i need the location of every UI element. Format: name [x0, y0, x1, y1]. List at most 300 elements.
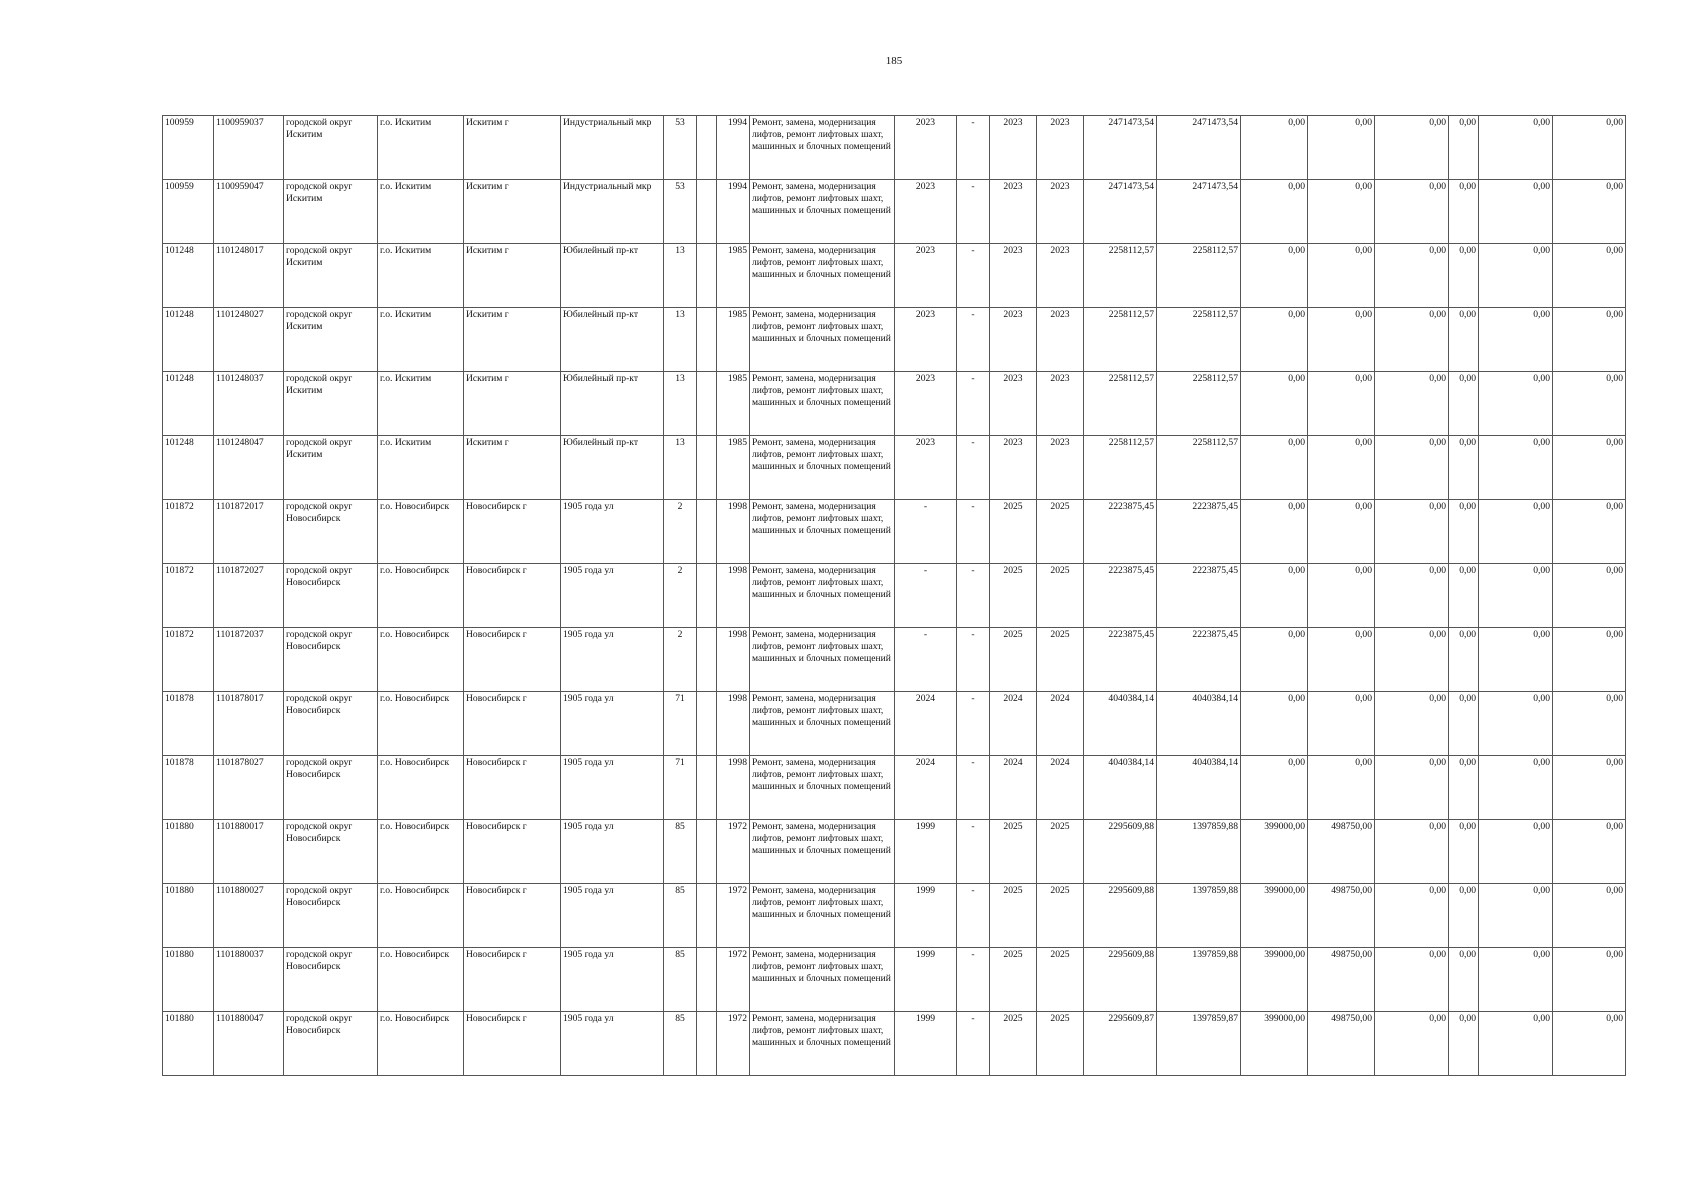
locality-cell: Новосибирск г [464, 692, 561, 756]
last-repair-year-cell: 2023 [895, 244, 957, 308]
budget-cost-2-cell: 498750,00 [1308, 820, 1375, 884]
municipality-cell: городской округ Новосибирск [284, 948, 378, 1012]
budget-cost-4-cell: 0,00 [1449, 500, 1479, 564]
object-code-cell: 1101248047 [214, 436, 284, 500]
municipality-cell: городской округ Искитим [284, 244, 378, 308]
work-type-cell: Ремонт, замена, модернизация лифтов, ремонт лифтовых шахт, машинных и блочных помещений [750, 116, 895, 180]
budget-cost-4-cell: 0,00 [1449, 372, 1479, 436]
plan-start-year-cell: 2025 [990, 820, 1037, 884]
budget-cost-1-cell: 399000,00 [1241, 1012, 1308, 1076]
municipality-cell: городской округ Новосибирск [284, 692, 378, 756]
plan-end-year-cell: 2025 [1037, 628, 1084, 692]
budget-cost-2-cell: 498750,00 [1308, 948, 1375, 1012]
street-cell: 1905 года ул [561, 564, 664, 628]
build-year-cell: 1985 [717, 372, 750, 436]
house-id-cell: 101880 [163, 884, 214, 948]
budget-cost-3-cell: 0,00 [1375, 116, 1449, 180]
table-row [163, 948, 1626, 1012]
object-code-cell: 1101872017 [214, 500, 284, 564]
budget-cost-2-cell: 0,00 [1308, 308, 1375, 372]
street-cell: 1905 года ул [561, 756, 664, 820]
plan-start-year-cell: 2025 [990, 628, 1037, 692]
fund-cost-cell: 2471473,54 [1157, 180, 1241, 244]
table-row [163, 692, 1626, 756]
work-type-cell: Ремонт, замена, модернизация лифтов, ремонт лифтовых шахт, машинных и блочных помещений [750, 500, 895, 564]
budget-cost-2-cell: 0,00 [1308, 500, 1375, 564]
street-cell: Юбилейный пр-кт [561, 436, 664, 500]
house-id-cell: 100959 [163, 116, 214, 180]
table-row [163, 308, 1626, 372]
budget-cost-1-cell: 399000,00 [1241, 820, 1308, 884]
building-cell [697, 500, 717, 564]
building-cell [697, 436, 717, 500]
budget-cost-1-cell: 0,00 [1241, 244, 1308, 308]
building-cell [697, 884, 717, 948]
plan-end-year-cell: 2023 [1037, 436, 1084, 500]
budget-cost-1-cell: 0,00 [1241, 564, 1308, 628]
dash-cell: - [957, 500, 990, 564]
total-cost-cell: 2471473,54 [1084, 116, 1157, 180]
capital-repair-table [162, 115, 1626, 1076]
municipality-cell: городской округ Новосибирск [284, 1012, 378, 1076]
build-year-cell: 1972 [717, 884, 750, 948]
plan-end-year-cell: 2023 [1037, 308, 1084, 372]
total-cost-cell: 2295609,88 [1084, 884, 1157, 948]
budget-cost-3-cell: 0,00 [1375, 244, 1449, 308]
budget-cost-3-cell: 0,00 [1375, 436, 1449, 500]
total-cost-cell: 2295609,88 [1084, 820, 1157, 884]
budget-cost-1-cell: 0,00 [1241, 372, 1308, 436]
dash-cell: - [957, 244, 990, 308]
table-row [163, 756, 1626, 820]
budget-cost-1-cell: 0,00 [1241, 500, 1308, 564]
budget-cost-3-cell: 0,00 [1375, 884, 1449, 948]
table-row [163, 116, 1626, 180]
budget-cost-1-cell: 0,00 [1241, 756, 1308, 820]
work-type-cell: Ремонт, замена, модернизация лифтов, ремонт лифтовых шахт, машинных и блочных помещений [750, 564, 895, 628]
table-row [163, 884, 1626, 948]
building-cell [697, 756, 717, 820]
municipality-cell: городской округ Искитим [284, 308, 378, 372]
budget-cost-4-cell: 0,00 [1449, 756, 1479, 820]
district-cell: г.о. Искитим [378, 372, 464, 436]
object-code-cell: 1101878027 [214, 756, 284, 820]
budget-cost-3-cell: 0,00 [1375, 756, 1449, 820]
district-cell: г.о. Искитим [378, 116, 464, 180]
budget-cost-2-cell: 0,00 [1308, 116, 1375, 180]
house-id-cell: 100959 [163, 180, 214, 244]
street-cell: 1905 года ул [561, 948, 664, 1012]
locality-cell: Новосибирск г [464, 756, 561, 820]
total-cost-cell: 2223875,45 [1084, 500, 1157, 564]
table-row [163, 564, 1626, 628]
house-number-cell: 2 [664, 500, 697, 564]
build-year-cell: 1972 [717, 820, 750, 884]
last-repair-year-cell: 2023 [895, 436, 957, 500]
work-type-cell: Ремонт, замена, модернизация лифтов, ремонт лифтовых шахт, машинных и блочных помещений [750, 308, 895, 372]
budget-cost-1-cell: 0,00 [1241, 628, 1308, 692]
budget-cost-4-cell: 0,00 [1449, 308, 1479, 372]
owner-cost-cell: 0,00 [1479, 244, 1553, 308]
street-cell: 1905 года ул [561, 1012, 664, 1076]
object-code-cell: 1101872027 [214, 564, 284, 628]
last-repair-year-cell: - [895, 500, 957, 564]
other-cost-cell: 0,00 [1553, 1012, 1626, 1076]
build-year-cell: 1998 [717, 756, 750, 820]
total-cost-cell: 2295609,87 [1084, 1012, 1157, 1076]
house-number-cell: 85 [664, 884, 697, 948]
building-cell [697, 564, 717, 628]
budget-cost-4-cell: 0,00 [1449, 628, 1479, 692]
locality-cell: Искитим г [464, 116, 561, 180]
house-number-cell: 53 [664, 180, 697, 244]
owner-cost-cell: 0,00 [1479, 1012, 1553, 1076]
plan-start-year-cell: 2025 [990, 948, 1037, 1012]
object-code-cell: 1100959037 [214, 116, 284, 180]
fund-cost-cell: 2223875,45 [1157, 500, 1241, 564]
budget-cost-3-cell: 0,00 [1375, 372, 1449, 436]
last-repair-year-cell: 1999 [895, 1012, 957, 1076]
build-year-cell: 1985 [717, 436, 750, 500]
object-code-cell: 1101248017 [214, 244, 284, 308]
other-cost-cell: 0,00 [1553, 884, 1626, 948]
fund-cost-cell: 2258112,57 [1157, 308, 1241, 372]
budget-cost-4-cell: 0,00 [1449, 948, 1479, 1012]
locality-cell: Новосибирск г [464, 628, 561, 692]
last-repair-year-cell: 2024 [895, 756, 957, 820]
district-cell: г.о. Новосибирск [378, 564, 464, 628]
build-year-cell: 1994 [717, 116, 750, 180]
dash-cell: - [957, 1012, 990, 1076]
plan-end-year-cell: 2023 [1037, 180, 1084, 244]
page-number: 185 [885, 55, 903, 67]
work-type-cell: Ремонт, замена, модернизация лифтов, ремонт лифтовых шахт, машинных и блочных помещений [750, 628, 895, 692]
other-cost-cell: 0,00 [1553, 564, 1626, 628]
budget-cost-2-cell: 0,00 [1308, 564, 1375, 628]
house-number-cell: 13 [664, 436, 697, 500]
house-number-cell: 13 [664, 372, 697, 436]
house-number-cell: 85 [664, 948, 697, 1012]
house-id-cell: 101880 [163, 820, 214, 884]
house-id-cell: 101880 [163, 1012, 214, 1076]
work-type-cell: Ремонт, замена, модернизация лифтов, ремонт лифтовых шахт, машинных и блочных помещений [750, 692, 895, 756]
work-type-cell: Ремонт, замена, модернизация лифтов, ремонт лифтовых шахт, машинных и блочных помещений [750, 180, 895, 244]
municipality-cell: городской округ Новосибирск [284, 884, 378, 948]
build-year-cell: 1985 [717, 308, 750, 372]
house-number-cell: 53 [664, 116, 697, 180]
table-row [163, 436, 1626, 500]
locality-cell: Искитим г [464, 308, 561, 372]
other-cost-cell: 0,00 [1553, 372, 1626, 436]
house-number-cell: 71 [664, 692, 697, 756]
dash-cell: - [957, 372, 990, 436]
total-cost-cell: 2258112,57 [1084, 244, 1157, 308]
district-cell: г.о. Искитим [378, 308, 464, 372]
budget-cost-2-cell: 0,00 [1308, 692, 1375, 756]
building-cell [697, 180, 717, 244]
district-cell: г.о. Новосибирск [378, 692, 464, 756]
plan-end-year-cell: 2025 [1037, 948, 1084, 1012]
table-row [163, 244, 1626, 308]
plan-start-year-cell: 2023 [990, 116, 1037, 180]
fund-cost-cell: 4040384,14 [1157, 756, 1241, 820]
object-code-cell: 1101248037 [214, 372, 284, 436]
budget-cost-2-cell: 0,00 [1308, 180, 1375, 244]
street-cell: Индустриальный мкр [561, 116, 664, 180]
building-cell [697, 308, 717, 372]
budget-cost-2-cell: 0,00 [1308, 372, 1375, 436]
municipality-cell: городской округ Искитим [284, 372, 378, 436]
last-repair-year-cell: 2024 [895, 692, 957, 756]
last-repair-year-cell: 2023 [895, 308, 957, 372]
plan-start-year-cell: 2025 [990, 500, 1037, 564]
district-cell: г.о. Искитим [378, 244, 464, 308]
budget-cost-2-cell: 0,00 [1308, 756, 1375, 820]
street-cell: 1905 года ул [561, 628, 664, 692]
budget-cost-4-cell: 0,00 [1449, 820, 1479, 884]
dash-cell: - [957, 820, 990, 884]
house-id-cell: 101248 [163, 244, 214, 308]
building-cell [697, 692, 717, 756]
other-cost-cell: 0,00 [1553, 116, 1626, 180]
owner-cost-cell: 0,00 [1479, 308, 1553, 372]
owner-cost-cell: 0,00 [1479, 180, 1553, 244]
municipality-cell: городской округ Искитим [284, 180, 378, 244]
work-type-cell: Ремонт, замена, модернизация лифтов, ремонт лифтовых шахт, машинных и блочных помещений [750, 820, 895, 884]
house-number-cell: 2 [664, 628, 697, 692]
plan-end-year-cell: 2025 [1037, 884, 1084, 948]
district-cell: г.о. Новосибирск [378, 500, 464, 564]
plan-start-year-cell: 2025 [990, 1012, 1037, 1076]
work-type-cell: Ремонт, замена, модернизация лифтов, ремонт лифтовых шахт, машинных и блочных помещений [750, 884, 895, 948]
plan-end-year-cell: 2024 [1037, 756, 1084, 820]
budget-cost-3-cell: 0,00 [1375, 628, 1449, 692]
object-code-cell: 1101880017 [214, 820, 284, 884]
work-type-cell: Ремонт, замена, модернизация лифтов, ремонт лифтовых шахт, машинных и блочных помещений [750, 244, 895, 308]
street-cell: 1905 года ул [561, 692, 664, 756]
work-type-cell: Ремонт, замена, модернизация лифтов, ремонт лифтовых шахт, машинных и блочных помещений [750, 1012, 895, 1076]
locality-cell: Искитим г [464, 244, 561, 308]
plan-end-year-cell: 2024 [1037, 692, 1084, 756]
plan-start-year-cell: 2023 [990, 244, 1037, 308]
house-id-cell: 101248 [163, 308, 214, 372]
build-year-cell: 1998 [717, 500, 750, 564]
locality-cell: Новосибирск г [464, 564, 561, 628]
owner-cost-cell: 0,00 [1479, 372, 1553, 436]
street-cell: Индустриальный мкр [561, 180, 664, 244]
owner-cost-cell: 0,00 [1479, 436, 1553, 500]
other-cost-cell: 0,00 [1553, 692, 1626, 756]
plan-start-year-cell: 2024 [990, 756, 1037, 820]
district-cell: г.о. Новосибирск [378, 628, 464, 692]
owner-cost-cell: 0,00 [1479, 628, 1553, 692]
work-type-cell: Ремонт, замена, модернизация лифтов, ремонт лифтовых шахт, машинных и блочных помещений [750, 948, 895, 1012]
last-repair-year-cell: - [895, 628, 957, 692]
locality-cell: Новосибирск г [464, 948, 561, 1012]
plan-start-year-cell: 2024 [990, 692, 1037, 756]
building-cell [697, 628, 717, 692]
budget-cost-4-cell: 0,00 [1449, 180, 1479, 244]
last-repair-year-cell: 2023 [895, 180, 957, 244]
build-year-cell: 1998 [717, 628, 750, 692]
object-code-cell: 1101880027 [214, 884, 284, 948]
build-year-cell: 1994 [717, 180, 750, 244]
fund-cost-cell: 2258112,57 [1157, 372, 1241, 436]
street-cell: 1905 года ул [561, 820, 664, 884]
last-repair-year-cell: 1999 [895, 948, 957, 1012]
municipality-cell: городской округ Искитим [284, 116, 378, 180]
street-cell: Юбилейный пр-кт [561, 244, 664, 308]
fund-cost-cell: 2258112,57 [1157, 244, 1241, 308]
district-cell: г.о. Новосибирск [378, 884, 464, 948]
work-type-cell: Ремонт, замена, модернизация лифтов, ремонт лифтовых шахт, машинных и блочных помещений [750, 372, 895, 436]
house-number-cell: 85 [664, 1012, 697, 1076]
municipality-cell: городской округ Новосибирск [284, 564, 378, 628]
house-number-cell: 85 [664, 820, 697, 884]
budget-cost-1-cell: 399000,00 [1241, 948, 1308, 1012]
house-number-cell: 2 [664, 564, 697, 628]
total-cost-cell: 2223875,45 [1084, 628, 1157, 692]
budget-cost-1-cell: 399000,00 [1241, 884, 1308, 948]
locality-cell: Новосибирск г [464, 884, 561, 948]
budget-cost-3-cell: 0,00 [1375, 948, 1449, 1012]
budget-cost-4-cell: 0,00 [1449, 564, 1479, 628]
owner-cost-cell: 0,00 [1479, 692, 1553, 756]
district-cell: г.о. Новосибирск [378, 948, 464, 1012]
budget-cost-3-cell: 0,00 [1375, 564, 1449, 628]
budget-cost-1-cell: 0,00 [1241, 436, 1308, 500]
fund-cost-cell: 4040384,14 [1157, 692, 1241, 756]
plan-end-year-cell: 2025 [1037, 820, 1084, 884]
fund-cost-cell: 2471473,54 [1157, 116, 1241, 180]
locality-cell: Искитим г [464, 180, 561, 244]
budget-cost-1-cell: 0,00 [1241, 116, 1308, 180]
locality-cell: Искитим г [464, 436, 561, 500]
last-repair-year-cell: 1999 [895, 820, 957, 884]
district-cell: г.о. Искитим [378, 436, 464, 500]
total-cost-cell: 2258112,57 [1084, 308, 1157, 372]
municipality-cell: городской округ Новосибирск [284, 628, 378, 692]
dash-cell: - [957, 692, 990, 756]
house-id-cell: 101872 [163, 628, 214, 692]
owner-cost-cell: 0,00 [1479, 116, 1553, 180]
budget-cost-3-cell: 0,00 [1375, 180, 1449, 244]
budget-cost-4-cell: 0,00 [1449, 692, 1479, 756]
district-cell: г.о. Новосибирск [378, 1012, 464, 1076]
budget-cost-2-cell: 0,00 [1308, 436, 1375, 500]
plan-end-year-cell: 2023 [1037, 116, 1084, 180]
budget-cost-3-cell: 0,00 [1375, 500, 1449, 564]
fund-cost-cell: 1397859,88 [1157, 820, 1241, 884]
street-cell: 1905 года ул [561, 500, 664, 564]
building-cell [697, 372, 717, 436]
house-number-cell: 71 [664, 756, 697, 820]
locality-cell: Новосибирск г [464, 820, 561, 884]
budget-cost-4-cell: 0,00 [1449, 1012, 1479, 1076]
build-year-cell: 1985 [717, 244, 750, 308]
budget-cost-3-cell: 0,00 [1375, 1012, 1449, 1076]
work-type-cell: Ремонт, замена, модернизация лифтов, ремонт лифтовых шахт, машинных и блочных помещений [750, 756, 895, 820]
budget-cost-4-cell: 0,00 [1449, 116, 1479, 180]
building-cell [697, 820, 717, 884]
other-cost-cell: 0,00 [1553, 436, 1626, 500]
house-id-cell: 101872 [163, 564, 214, 628]
budget-cost-4-cell: 0,00 [1449, 436, 1479, 500]
house-id-cell: 101248 [163, 372, 214, 436]
budget-cost-2-cell: 0,00 [1308, 628, 1375, 692]
owner-cost-cell: 0,00 [1479, 820, 1553, 884]
building-cell [697, 116, 717, 180]
table-row [163, 1012, 1626, 1076]
street-cell: Юбилейный пр-кт [561, 308, 664, 372]
last-repair-year-cell: 1999 [895, 884, 957, 948]
other-cost-cell: 0,00 [1553, 820, 1626, 884]
other-cost-cell: 0,00 [1553, 180, 1626, 244]
plan-start-year-cell: 2023 [990, 180, 1037, 244]
house-number-cell: 13 [664, 244, 697, 308]
other-cost-cell: 0,00 [1553, 948, 1626, 1012]
house-id-cell: 101872 [163, 500, 214, 564]
house-id-cell: 101248 [163, 436, 214, 500]
build-year-cell: 1998 [717, 564, 750, 628]
object-code-cell: 1101880047 [214, 1012, 284, 1076]
street-cell: Юбилейный пр-кт [561, 372, 664, 436]
budget-cost-3-cell: 0,00 [1375, 692, 1449, 756]
dash-cell: - [957, 628, 990, 692]
total-cost-cell: 2258112,57 [1084, 372, 1157, 436]
budget-cost-4-cell: 0,00 [1449, 244, 1479, 308]
dash-cell: - [957, 948, 990, 1012]
plan-end-year-cell: 2025 [1037, 500, 1084, 564]
locality-cell: Искитим г [464, 372, 561, 436]
dash-cell: - [957, 756, 990, 820]
owner-cost-cell: 0,00 [1479, 756, 1553, 820]
table-row [163, 500, 1626, 564]
dash-cell: - [957, 180, 990, 244]
house-id-cell: 101878 [163, 692, 214, 756]
object-code-cell: 1101878017 [214, 692, 284, 756]
plan-end-year-cell: 2023 [1037, 372, 1084, 436]
budget-cost-3-cell: 0,00 [1375, 820, 1449, 884]
owner-cost-cell: 0,00 [1479, 564, 1553, 628]
fund-cost-cell: 2223875,45 [1157, 564, 1241, 628]
dash-cell: - [957, 564, 990, 628]
house-id-cell: 101878 [163, 756, 214, 820]
dash-cell: - [957, 116, 990, 180]
last-repair-year-cell: 2023 [895, 372, 957, 436]
total-cost-cell: 2258112,57 [1084, 436, 1157, 500]
owner-cost-cell: 0,00 [1479, 884, 1553, 948]
last-repair-year-cell: 2023 [895, 116, 957, 180]
total-cost-cell: 2295609,88 [1084, 948, 1157, 1012]
budget-cost-2-cell: 0,00 [1308, 244, 1375, 308]
plan-end-year-cell: 2025 [1037, 1012, 1084, 1076]
plan-start-year-cell: 2025 [990, 884, 1037, 948]
plan-start-year-cell: 2023 [990, 308, 1037, 372]
district-cell: г.о. Новосибирск [378, 756, 464, 820]
budget-cost-4-cell: 0,00 [1449, 884, 1479, 948]
budget-cost-3-cell: 0,00 [1375, 308, 1449, 372]
budget-cost-2-cell: 498750,00 [1308, 1012, 1375, 1076]
budget-cost-2-cell: 498750,00 [1308, 884, 1375, 948]
fund-cost-cell: 2223875,45 [1157, 628, 1241, 692]
total-cost-cell: 2471473,54 [1084, 180, 1157, 244]
building-cell [697, 948, 717, 1012]
other-cost-cell: 0,00 [1553, 756, 1626, 820]
locality-cell: Новосибирск г [464, 500, 561, 564]
fund-cost-cell: 1397859,87 [1157, 1012, 1241, 1076]
owner-cost-cell: 0,00 [1479, 500, 1553, 564]
